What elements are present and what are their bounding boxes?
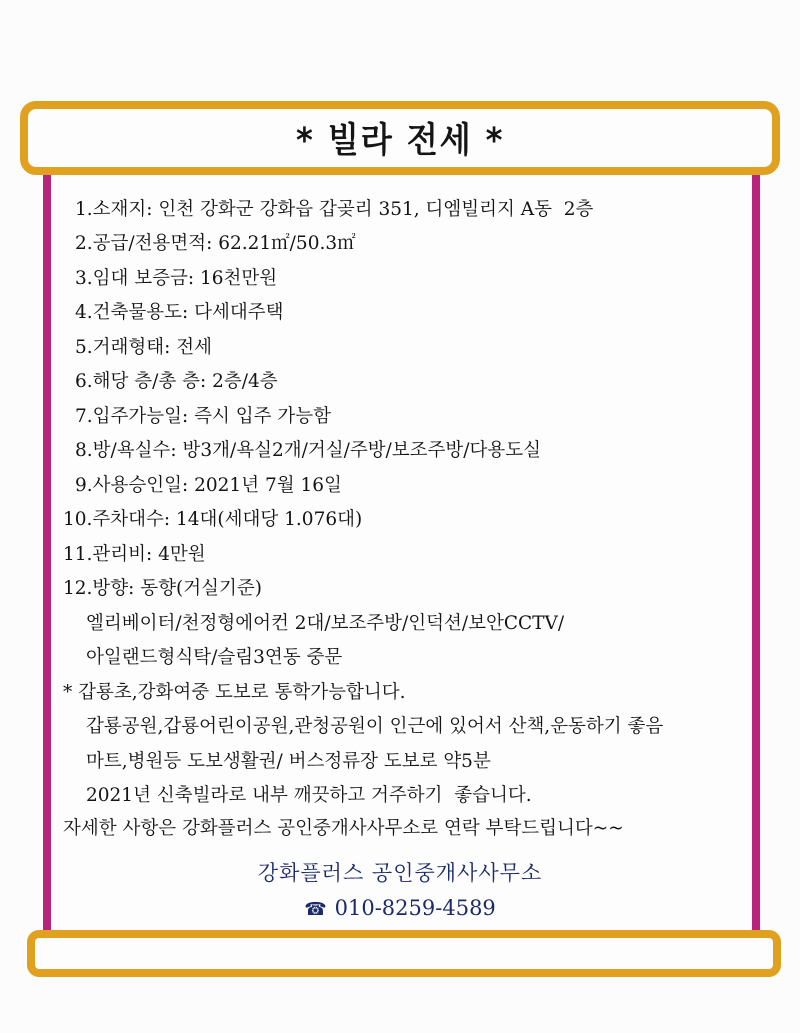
telephone-icon: ☎ <box>304 899 327 920</box>
item-building-use: 4.건축물용도: 다세대주택 <box>75 302 284 323</box>
item-move-in-date: 7.입주가능일: 즉시 입주 가능함 <box>75 406 331 427</box>
title-banner <box>20 101 780 175</box>
note-amenities: 마트,병원등 도보생활권/ 버스정류장 도보로 약5분 <box>86 751 491 772</box>
office-name: 강화플러스 공인중개사사무소 <box>257 861 543 885</box>
note-school: * 갑룡초,강화여중 도보로 통학가능합니다. <box>63 682 406 703</box>
item-location: 1.소재지: 인천 강화군 강화읍 갑곶리 351, 디엠빌리지 A동 2층 <box>75 199 594 220</box>
item-rooms: 8.방/욕실수: 방3개/욕실2개/거실/주방/보조주방/다용도실 <box>75 440 541 461</box>
note-parks: 갑룡공원,갑룡어린이공원,관청공원이 인근에 있어서 산책,운동하기 좋음 <box>86 716 664 737</box>
phone-contact <box>0 896 800 920</box>
item-approval-date: 9.사용승인일: 2021년 7월 16일 <box>75 475 342 496</box>
bottom-banner <box>27 930 781 977</box>
item-transaction-type: 5.거래형태: 전세 <box>75 337 212 358</box>
phone-number: 010-8259-4589 <box>334 896 496 920</box>
item-maintenance-fee: 11.관리비: 4만원 <box>63 544 206 565</box>
note-new-build: 2021년 신축빌라로 내부 깨끗하고 거주하기 좋습니다. <box>86 785 532 806</box>
item-floor: 6.해당 층/총 층: 2층/4층 <box>75 371 278 392</box>
item-parking: 10.주차대수: 14대(세대당 1.076대) <box>63 509 363 530</box>
options-line-2: 아일랜드형식탁/슬림3연동 중문 <box>86 647 343 668</box>
page-title: * 빌라 전세 * <box>295 121 505 161</box>
contact-request: 자세한 사항은 강화플러스 공인중개사사무소로 연락 부탁드립니다~~ <box>63 818 624 839</box>
item-deposit: 3.임대 보증금: 16천만원 <box>75 268 278 289</box>
item-direction: 12.방향: 동향(거실기준) <box>63 578 262 599</box>
item-area: 2.공급/전용면적: 62.21㎡/50.3㎡ <box>75 233 356 254</box>
options-line-1: 엘리베이터/천정형에어컨 2대/보조주방/인덕션/보안CCTV/ <box>86 613 565 634</box>
